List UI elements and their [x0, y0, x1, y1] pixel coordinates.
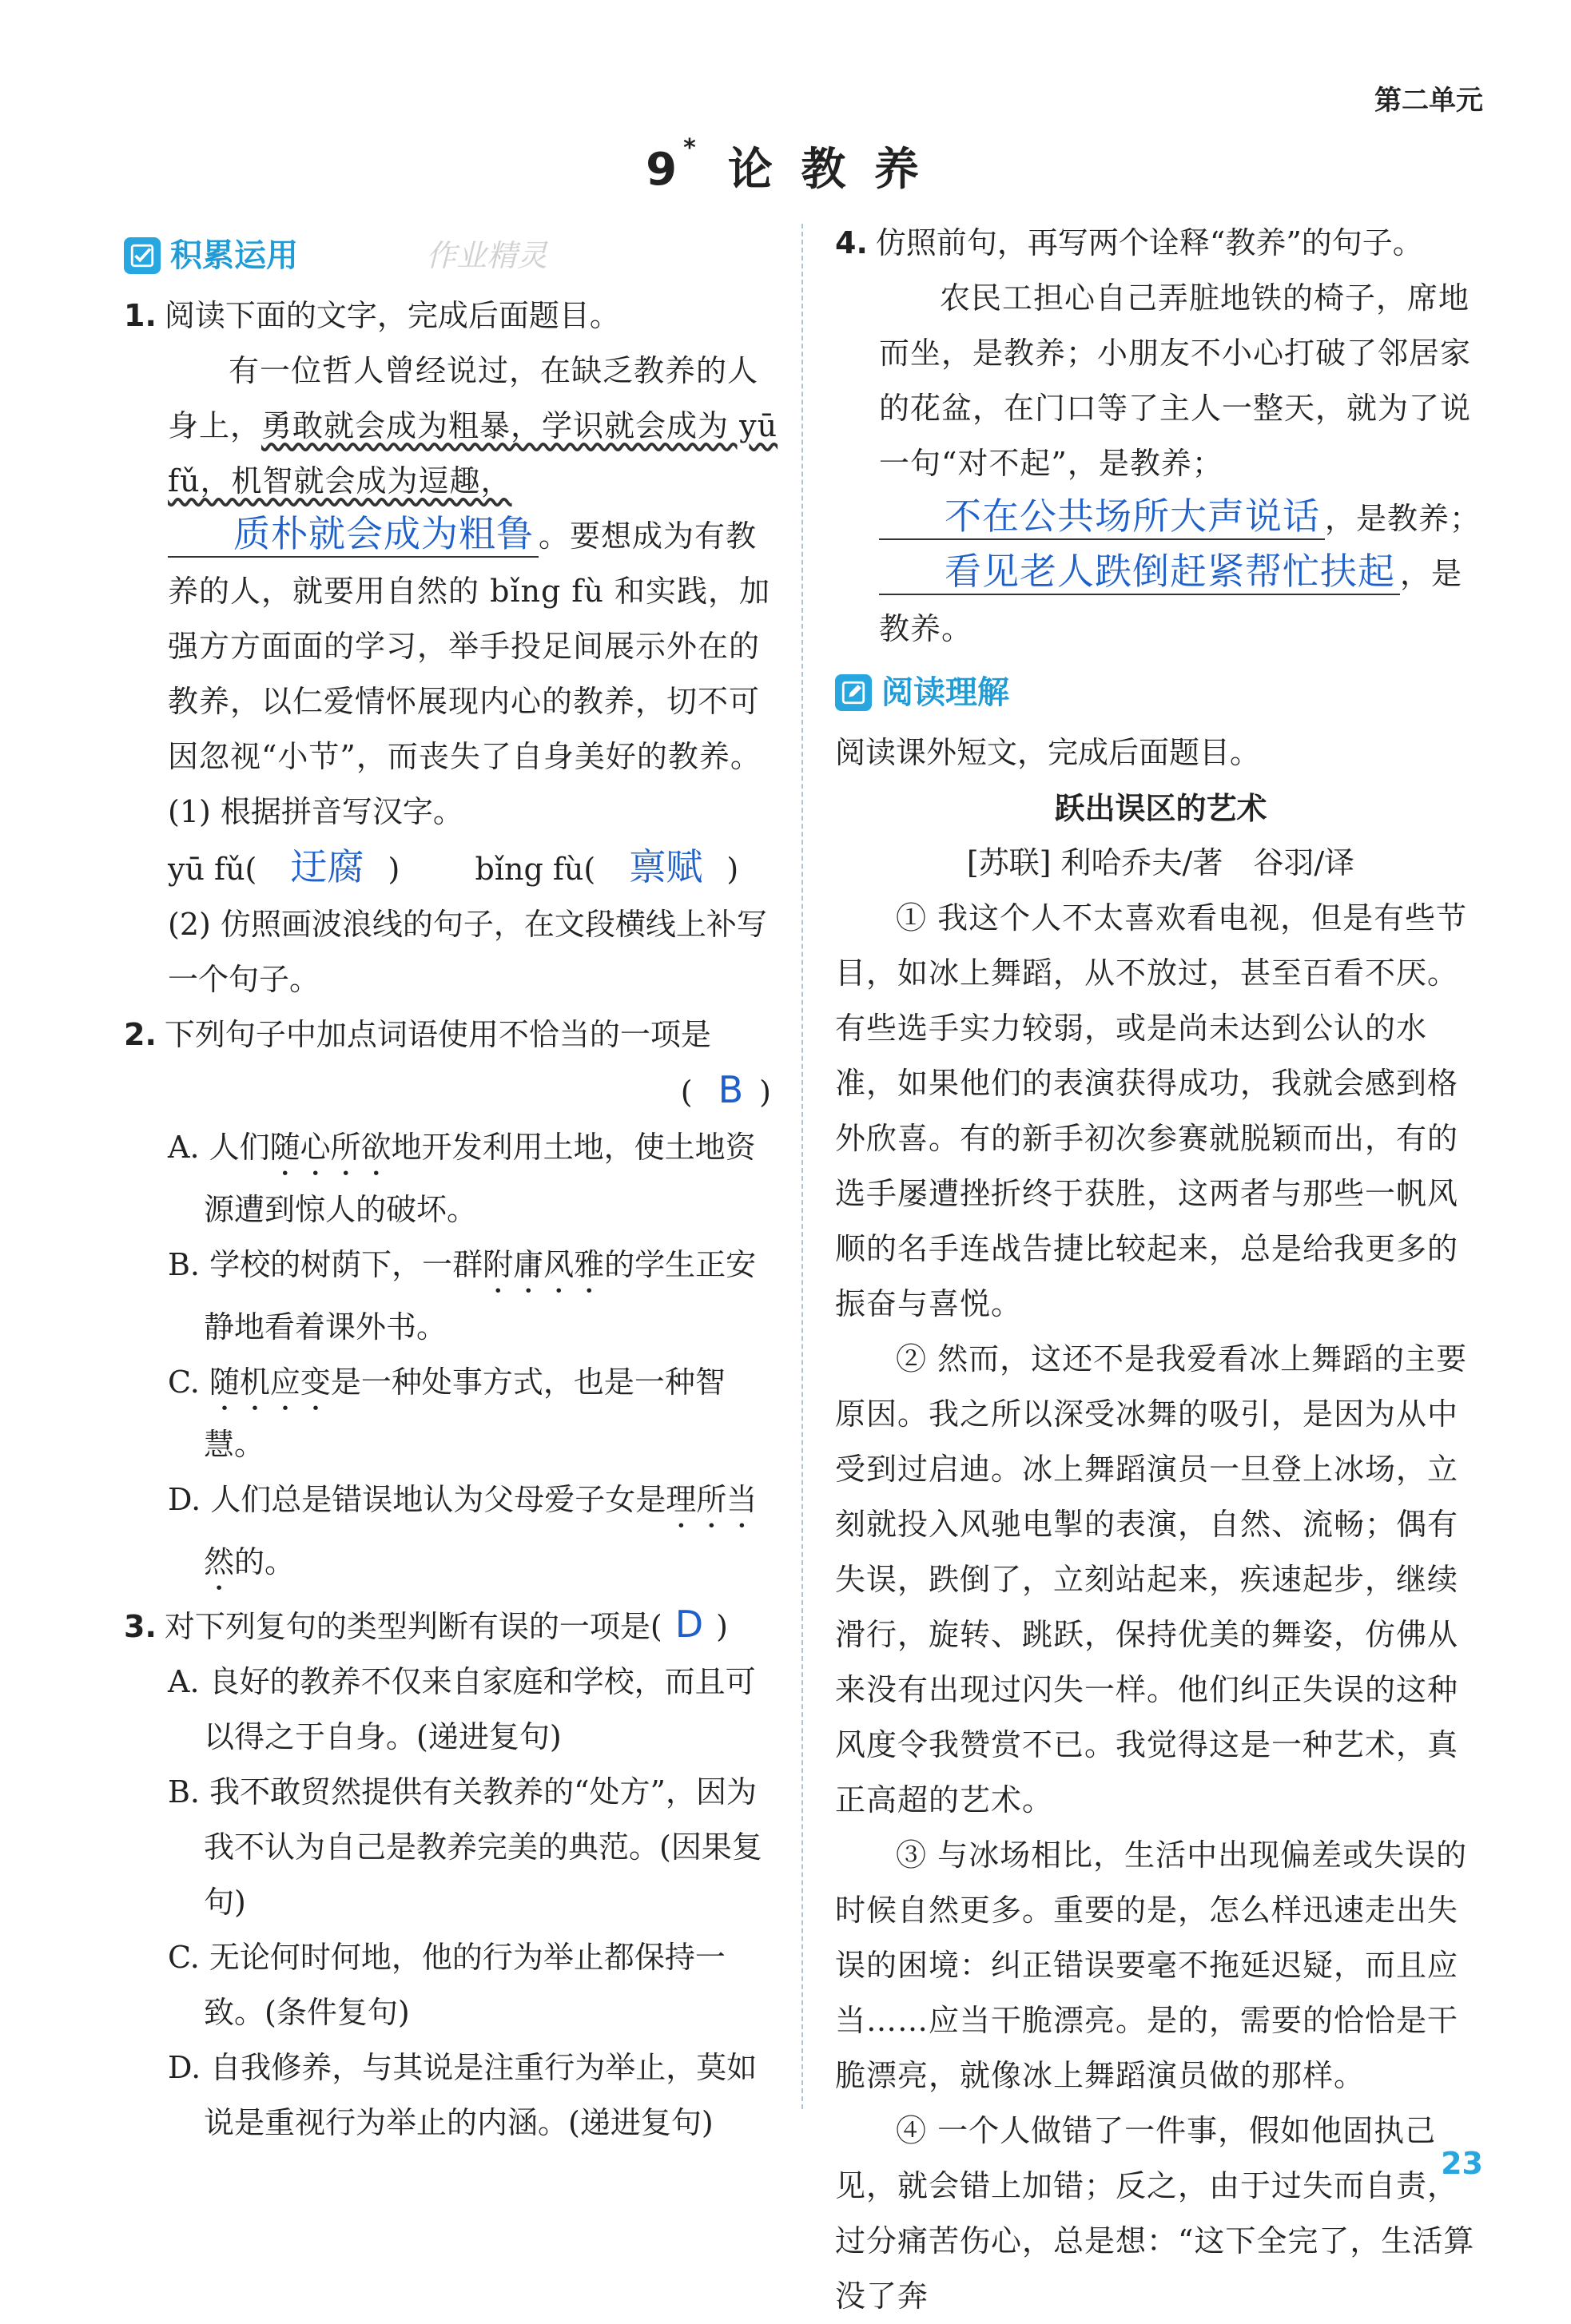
page-title	[0, 134, 1571, 198]
question-2	[124, 1007, 779, 1063]
article-para-3: ③ 与冰场相比，生活中出现偏差或失误的时候自然更多。重要的是，怎么样迅速走出失误的困境：纠正错误要毫不拖延迟疑，而且应当……应当干脆漂亮。是的，需要的恰恰是干脆漂亮，就像冰上舞蹈演员做的那样。	[835, 1837, 1468, 2093]
answer-paren: ( B )	[680, 1068, 771, 1111]
q4-mid: ，是教养；	[1325, 501, 1482, 536]
lesson-number: 9	[646, 144, 684, 196]
section-title: 积累运用	[170, 236, 298, 274]
watermark: 作业精灵	[426, 237, 548, 273]
option-a: A. 良好的教养不仅来自家庭和学校，而且可以得之于自身。(递进复句)	[168, 1664, 756, 1754]
question-stem: 对下列复句的类型判断有误的一项是(	[164, 1609, 662, 1644]
question-3	[124, 1597, 779, 1655]
page-number: 23	[1441, 2146, 1483, 2181]
question-number: 1.	[124, 298, 157, 333]
answer-2: 禀赋	[629, 845, 703, 888]
left-column	[124, 228, 779, 2151]
option-b: B. 学校的树荫下，一群附庸风雅的学生正安静地看着课外书。	[168, 1247, 757, 1345]
paren: )	[726, 852, 739, 887]
question-number: 4.	[835, 225, 868, 260]
checkbox-icon	[124, 237, 161, 274]
passage-text: 有一位哲人曾经说过，在缺乏教养的人身上，	[168, 353, 759, 443]
question-4	[835, 216, 1486, 271]
subquestion-2: (2) 仿照画波浪线的句子，在文段横线上补写一个句子。	[168, 907, 767, 997]
option-c: C. 无论何时何地，他的行为举止都保持一致。(条件复句)	[168, 1940, 726, 2030]
question-stem: 仿照前句，再写两个诠释“教养”的句子。	[875, 225, 1423, 260]
right-column	[835, 216, 1486, 2324]
q4-text	[835, 271, 1486, 657]
passage	[124, 344, 779, 785]
pinyin-row	[124, 840, 779, 897]
option-b: B. 我不敢贸然提供有关教养的“处方”，因为我不认为自己是教养完美的典范。(因果复句)	[168, 1774, 762, 1920]
answer-fill-2: 看见老人跌倒赶紧帮忙扶起	[879, 549, 1400, 595]
question-stem: 下列句子中加点词语使用不恰当的一项是	[164, 1017, 711, 1052]
pencil-icon	[835, 674, 872, 711]
answer-fill-1: 不在公共场所大声说话	[879, 494, 1325, 540]
q4-end: ，是教养。	[879, 556, 1463, 646]
column-divider	[801, 224, 803, 2109]
pinyin-1: yū fǔ(	[168, 852, 257, 887]
article-title: 跃出误区的艺术	[1054, 790, 1267, 826]
article-byline: [苏联] 利哈乔夫/著 谷羽/译	[966, 845, 1355, 880]
option-a: A. 人们随心所欲地开发利用土地，使土地资源遭到惊人的破坏。	[168, 1130, 756, 1227]
answer-choice: B	[718, 1068, 744, 1111]
wavy-sentence: 勇敢就会成为粗暴，学识就会成为 yū fǔ，机智就会成为逗趣，	[168, 408, 778, 499]
lesson-title: 论 教 养	[727, 144, 925, 196]
unit-label: 第二单元	[1374, 85, 1483, 117]
section-header-accumulate	[124, 228, 779, 284]
question-number: 3.	[124, 1609, 157, 1644]
paren: )	[388, 852, 400, 887]
subquestion-1: (1) 根据拼音写汉字。	[168, 794, 463, 829]
question-stem: 阅读下面的文字，完成后面题目。	[164, 298, 620, 333]
question-1	[124, 288, 779, 344]
article-para-2: ② 然而，这还不是我爱看冰上舞蹈的主要原因。我之所以深受冰舞的吸引，是因为从中受到过启迪。冰上舞蹈演员一旦登上冰场，立刻就投入风驰电掣的表演，自然、流畅；偶有失误，跌倒了，立刻站起来，疾速起步，继续滑行，旋转、跳跃，保持优美的舞姿，仿佛从来没有出现过闪失一样。他们纠正失误的这种风度令我赞赏不已。我觉得这是一种艺术，真正高超的艺术。	[835, 1341, 1468, 1817]
option-d: D. 自我修养，与其说是注重行为举止，莫如说是重视行为举止的内涵。(递进复句)	[168, 2050, 758, 2140]
paren: )	[716, 1609, 728, 1644]
reading-intro: 阅读课外短文，完成后面题目。	[835, 735, 1261, 770]
passage-text-2: 。要想成为有教养的人，就要用自然的 bǐng fù 和实践，加强方方面面的学习，举手投足间展示外在的教养，以仁爱情怀展现内心的教养，切不可因忽视“小节”，而丧失了自身美好的教养。	[168, 518, 771, 774]
q4-body: 农民工担心自己弄脏地铁的椅子，席地而坐，是教养；小朋友不小心打破了邻居家的花盆，在门口等了主人一整天，就为了说一句“对不起”，是教养；	[879, 280, 1472, 481]
article-para-4: ④ 一个人做错了一件事，假如他固执己见，就会错上加错；反之，由于过失而自责，过分痛苦伤心，总是想：“这下全完了，生活算没了奔	[835, 2113, 1475, 2314]
lesson-mark: *	[683, 134, 696, 162]
pinyin-2: bǐng fù(	[475, 852, 596, 887]
answer-fill: 质朴就会成为粗鲁	[168, 511, 539, 558]
option-d: D. 人们总是错误地认为父母爱子女是理所当然的。	[168, 1482, 758, 1579]
answer-1: 迂腐	[290, 845, 364, 888]
article-para-1: ① 我这个人不太喜欢看电视，但是有些节目，如冰上舞蹈，从不放过，甚至百看不厌。有些选手实力较弱，或是尚未达到公认的水准，如果他们的表演获得成功，我就会感到格外欣喜。有的新手初次参赛就脱颖而出，有的选手屡遭挫折终于获胜，这两者与那些一帆风顺的名手连战告捷比较起来，总是给我更多的振奋与喜悦。	[835, 900, 1468, 1321]
question-number: 2.	[124, 1017, 157, 1052]
section-title: 阅读理解	[881, 673, 1009, 711]
answer-choice: D	[674, 1603, 704, 1646]
option-c: C. 随机应变是一种处事方式，也是一种智慧。	[168, 1365, 726, 1462]
section-header-reading	[835, 665, 1486, 721]
